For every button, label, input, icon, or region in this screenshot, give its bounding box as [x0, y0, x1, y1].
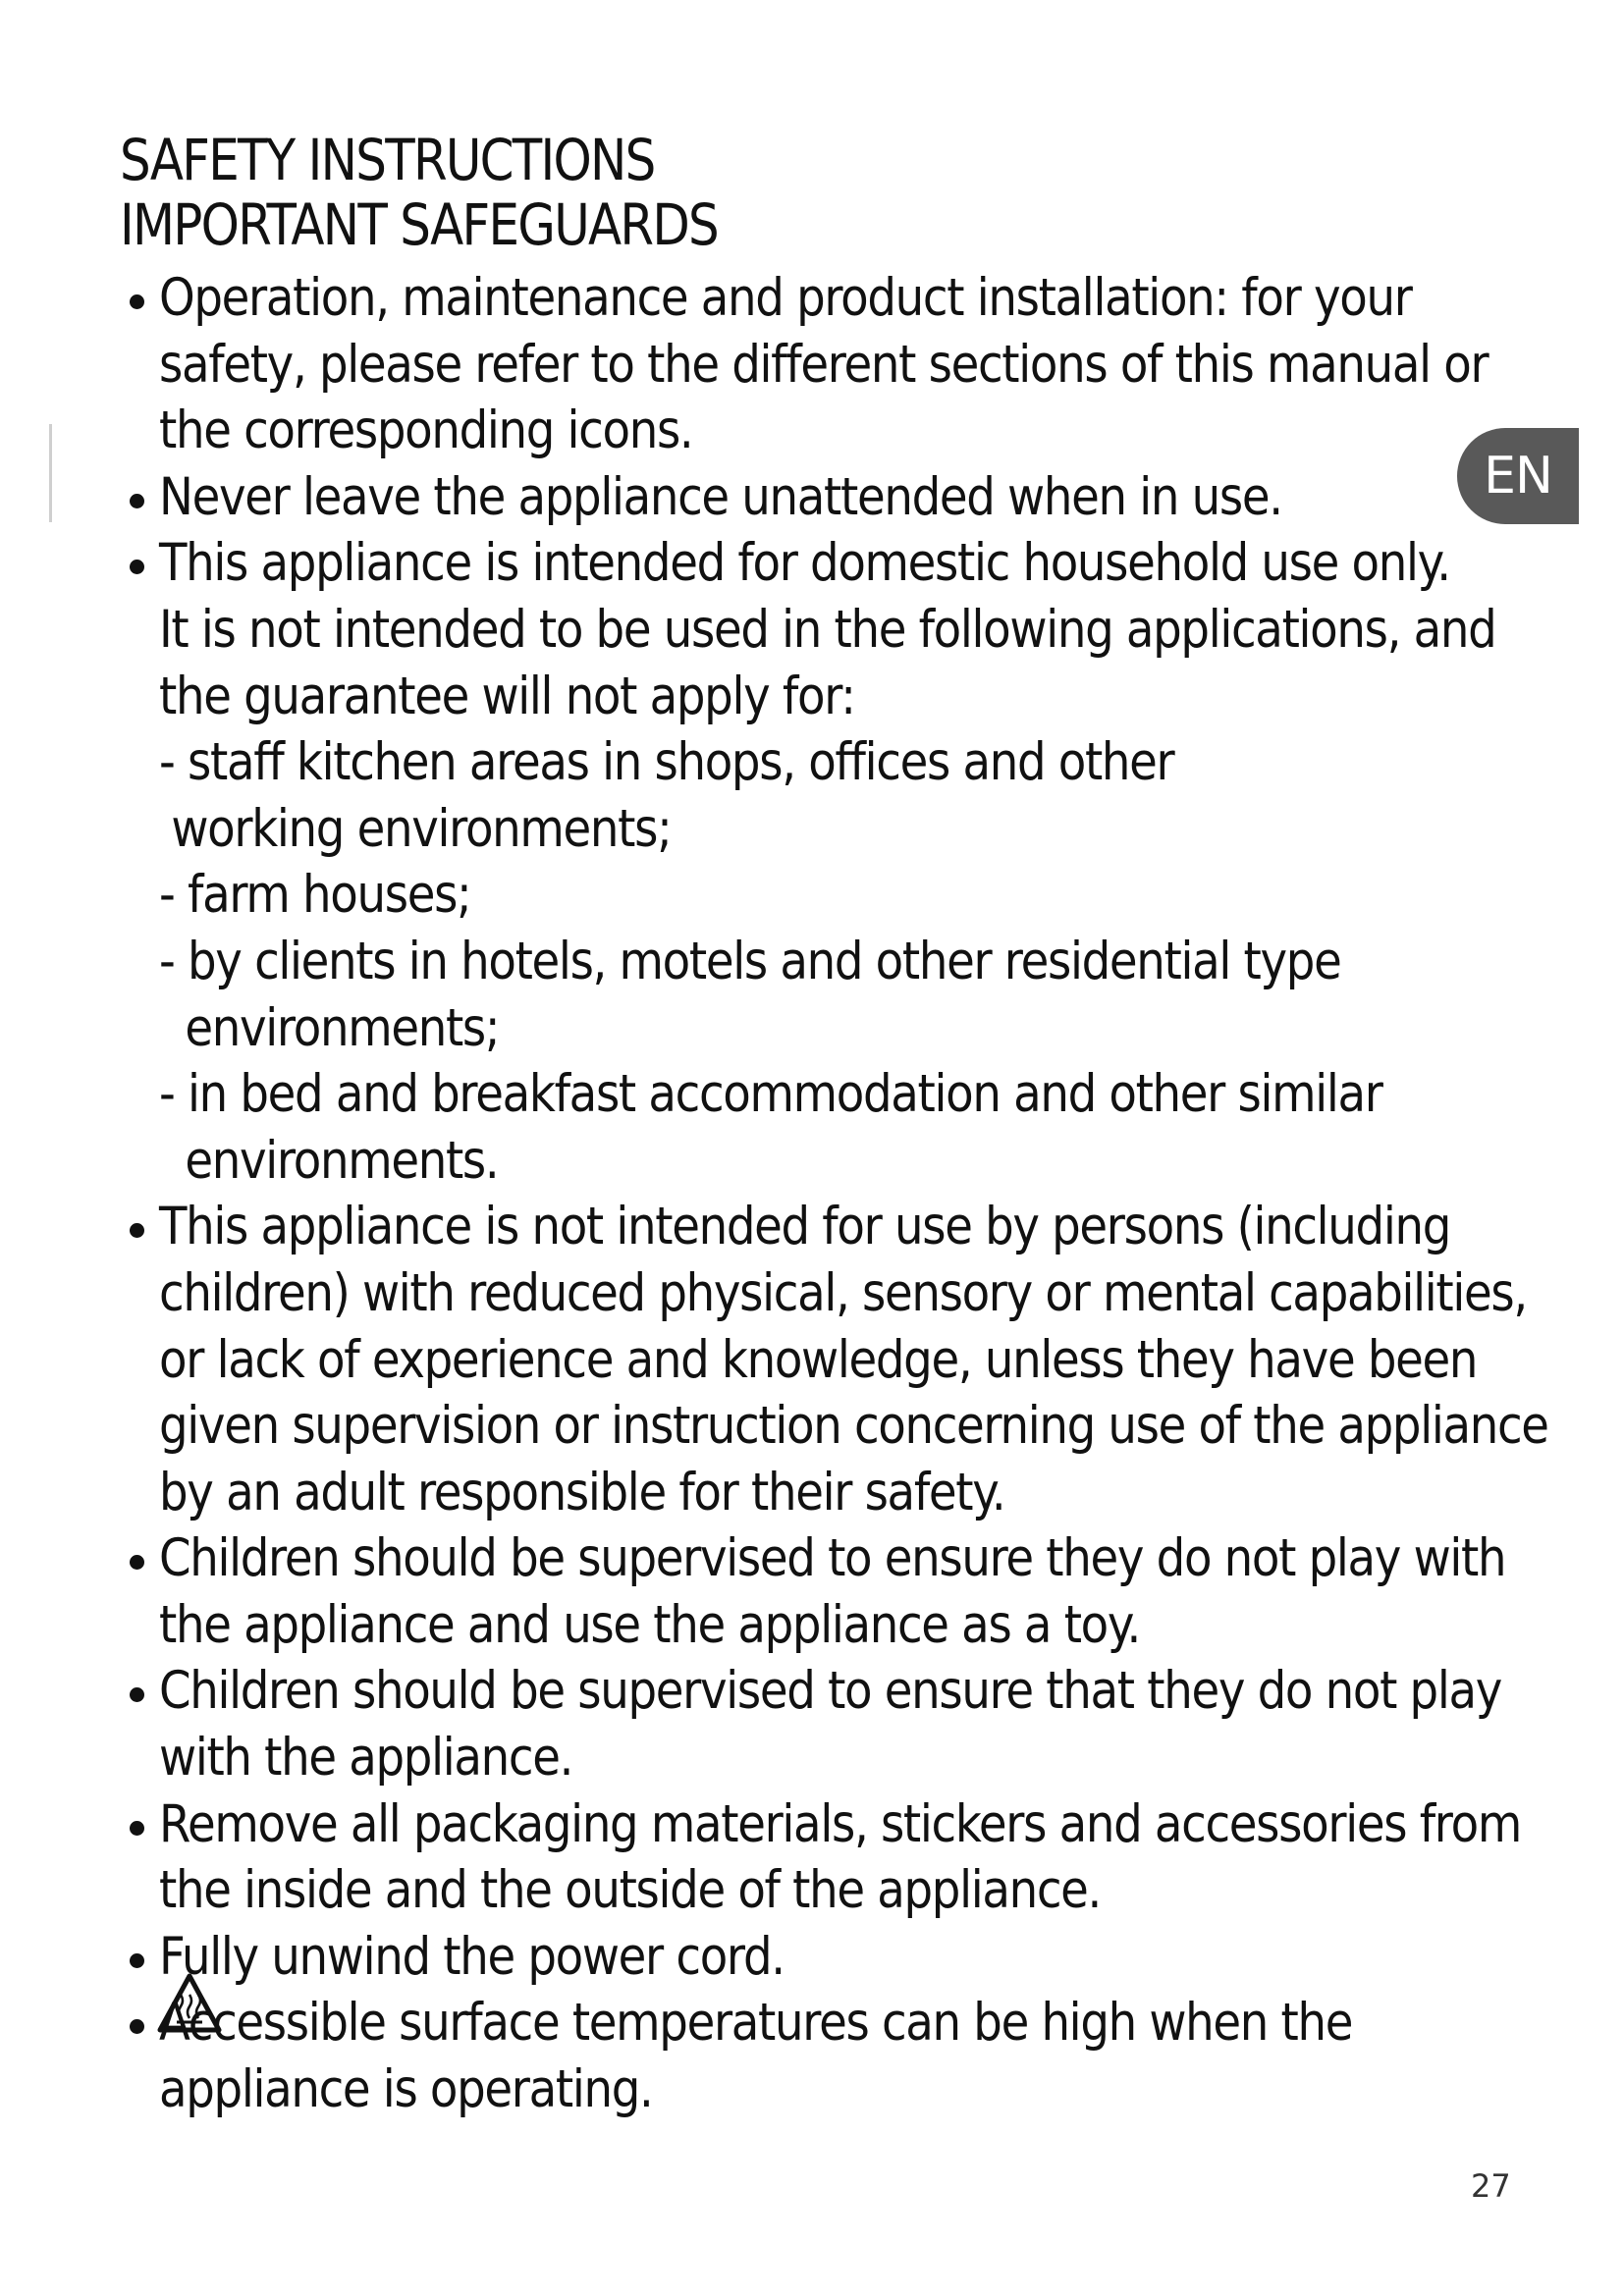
text-line: environments. [185, 1130, 499, 1191]
sub-list [120, 729, 1573, 1194]
bullet-icon [130, 1953, 144, 1968]
section-subtitle: IMPORTANT SAFEGUARDS [120, 191, 719, 258]
bullet-icon [130, 294, 144, 309]
text-line: Remove all packaging materials, stickers and accessories from [159, 1793, 1521, 1854]
sub-list-item [159, 862, 1573, 929]
text-line: - in bed and breakfast accommodation and other similar [159, 1064, 1382, 1125]
text-line: Operation, maintenance and product installation: for your [159, 268, 1412, 328]
title-block [120, 128, 815, 257]
text-line: Fully unwind the power cord. [159, 1926, 785, 1987]
bullet-icon [130, 1687, 144, 1702]
text-line: by an adult responsible for their safety. [159, 1462, 1005, 1522]
bullet-icon [130, 1223, 144, 1238]
text-line: This appliance is intended for domestic household use only. [159, 533, 1450, 594]
page-number: 27 [1471, 2167, 1511, 2205]
text-line: the corresponding icons. [159, 400, 693, 461]
bullet-icon [130, 560, 144, 574]
list-item [120, 1924, 1573, 1991]
sub-list-item [159, 1061, 1573, 1194]
list-item [120, 1658, 1573, 1790]
text-line: - staff kitchen areas in shops, offices and other [159, 732, 1174, 793]
list-item [120, 464, 1573, 531]
bullet-icon [130, 494, 144, 508]
list-item [120, 1525, 1573, 1658]
text-line: Accessible surface temperatures can be high when the [159, 1993, 1353, 2054]
text-line: It is not intended to be used in the following applications, and [159, 599, 1496, 660]
text-line: - by clients in hotels, motels and other residential type [159, 931, 1341, 991]
list-item [120, 530, 1573, 729]
sub-list-item [159, 929, 1573, 1061]
text-line: given supervision or instruction concerning use of the appliance [159, 1396, 1548, 1457]
sub-list-item [159, 729, 1573, 862]
text-line: children) with reduced physical, sensory or mental capabilities, [159, 1262, 1527, 1323]
safety-list [120, 265, 1573, 2123]
text-line: Children should be supervised to ensure that they do not play [159, 1661, 1502, 1722]
text-line: the guarantee will not apply for: [159, 666, 855, 726]
hot-surface-warning-icon [157, 1973, 222, 2034]
section-title: SAFETY INSTRUCTIONS [120, 127, 655, 193]
text-line: the appliance and use the appliance as a toy. [159, 1594, 1141, 1655]
text-line: or lack of experience and knowledge, unless they have been [159, 1329, 1478, 1390]
margin-rule [49, 424, 52, 522]
text-line: with the appliance. [159, 1728, 573, 1789]
bullet-icon [130, 2019, 144, 2034]
text-line: Never leave the appliance unattended when in use. [159, 466, 1282, 527]
bullet-icon [130, 1555, 144, 1570]
list-item [120, 265, 1573, 464]
language-tab: EN [1457, 428, 1579, 524]
list-item [120, 1194, 1573, 1525]
text-line: working environments; [171, 798, 672, 859]
text-line: This appliance is not intended for use by persons (including [159, 1197, 1450, 1257]
text-line: Children should be supervised to ensure they do not play with [159, 1528, 1506, 1589]
text-line: safety, please refer to the different sections of this manual or [159, 334, 1489, 395]
text-line: environments; [185, 997, 500, 1058]
text-line: appliance is operating. [159, 2059, 653, 2120]
list-item [120, 1990, 1573, 2122]
text-line: - farm houses; [159, 865, 471, 926]
list-item [120, 1791, 1573, 1924]
text-line: the inside and the outside of the appliance. [159, 1860, 1102, 1921]
bullet-icon [130, 1821, 144, 1836]
